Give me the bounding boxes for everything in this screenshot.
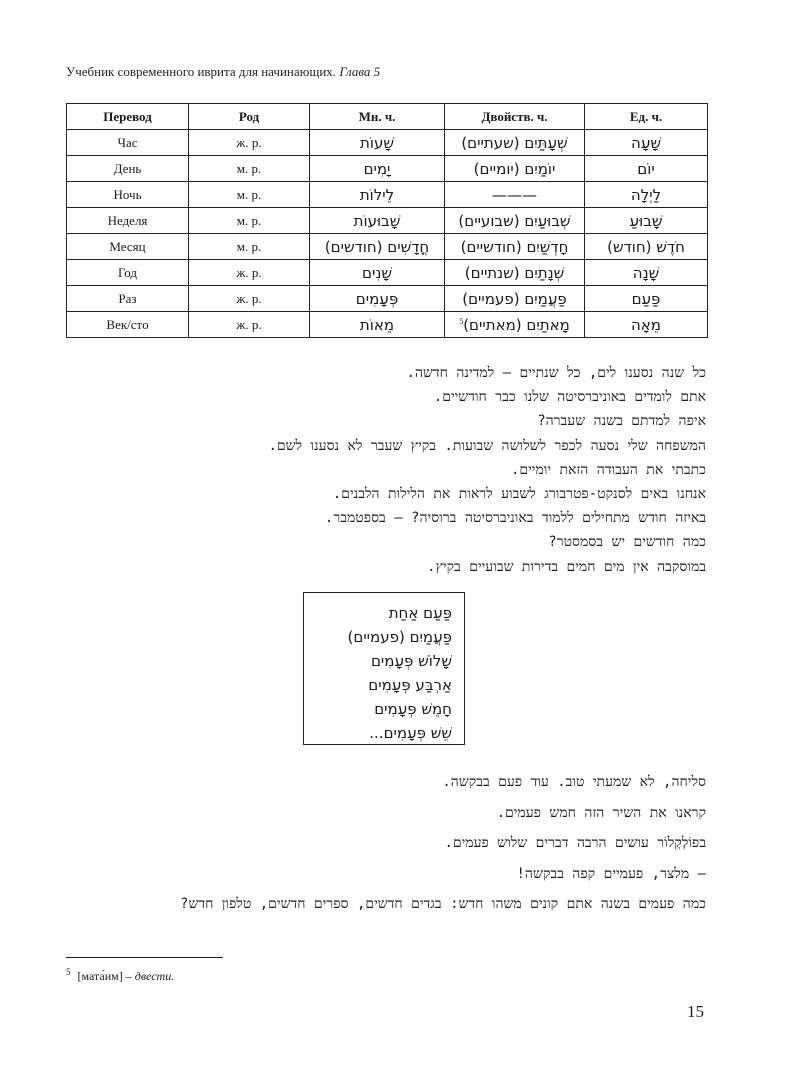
cell-plural: פְּעָמִים xyxy=(310,286,445,312)
table-row xyxy=(67,208,708,234)
cell-singular: פַּעַם xyxy=(585,286,708,312)
example-sentences xyxy=(66,361,706,579)
sentence: באיזה חודש מתחילים ללמוד באוניברסיטה ברוסיה? – בספטמבר. xyxy=(324,510,706,527)
cell-dual: שְׁעָתַּיִם (שעתיים) xyxy=(445,130,585,156)
sentence: כל שנה נסענו לים, כל שנתיים – למדינה חדשה. xyxy=(406,365,706,381)
sentence: – מלצר, פעמיים קפה בבקשה! xyxy=(516,865,706,882)
table-row xyxy=(67,182,708,208)
cell-singular: שָׁנָה xyxy=(585,260,708,286)
sentence: אתם לומדים באוניברסיטה שלנו כבר חודשיים. xyxy=(433,389,706,406)
header-gender: Род xyxy=(189,104,310,130)
table-row xyxy=(67,130,708,156)
footnote-transliteration: [мата́им] xyxy=(77,969,123,983)
sentence: אנחנו באים לסנקט-פטרבורג לשבוע לראות את הלילות הלבנים. xyxy=(332,485,706,502)
cell-singular: מֵאָה xyxy=(585,312,708,338)
cell-dual: ——— xyxy=(445,182,585,208)
sentence: איפה למדתם בשנה שעברה? xyxy=(537,413,706,430)
cell-translation: Час xyxy=(67,130,189,156)
sentence: כתבתי את העבודה הזאת יומיים. xyxy=(510,461,706,478)
cell-gender: ж. р. xyxy=(189,312,310,338)
cell-translation: Год xyxy=(67,260,189,286)
cell-translation: Раз xyxy=(67,286,189,312)
cell-gender: м. р. xyxy=(189,182,310,208)
cell-gender: м. р. xyxy=(189,208,310,234)
footnote-number: 5 xyxy=(66,967,71,977)
vocabulary-table xyxy=(66,103,708,338)
cell-dual: פַּעֲמַיִם (פעמיים) xyxy=(445,286,585,312)
page-number: 15 xyxy=(687,1002,704,1021)
book-title: Учебник современного иврита для начинающих. xyxy=(66,64,337,79)
sentence: במוסקבה אין מים חמים בדירות שבועיים בקיץ. xyxy=(427,558,706,575)
cell-singular: חֹדֶשׁ (חודש) xyxy=(585,234,708,260)
cell-singular: שָׁעָה xyxy=(585,130,708,156)
cell-gender: ж. р. xyxy=(189,260,310,286)
table-row xyxy=(67,312,708,338)
chapter-label: Глава 5 xyxy=(339,64,381,79)
sentence: המשפחה שלי נסעה לכפר לשלושה שבועות. בקיץ שעבר לא נסענו לשם. xyxy=(268,437,706,454)
cell-singular: שָׁבוּעַ xyxy=(585,208,708,234)
table-row xyxy=(67,156,708,182)
cell-dual: שְׁנָתַיִם (שנתיים) xyxy=(445,260,585,286)
table-row xyxy=(67,286,708,312)
cell-translation: Ночь xyxy=(67,182,189,208)
footnote-dash: – xyxy=(125,969,132,983)
cell-plural: שָׁעוֹת xyxy=(310,130,445,156)
cell-plural: שָׁבוּעוֹת xyxy=(310,208,445,234)
cell-singular: יוֹם xyxy=(585,156,708,182)
cell-gender: м. р. xyxy=(189,234,310,260)
footnote-divider xyxy=(66,957,223,958)
example-sentences-2 xyxy=(66,767,706,920)
times-line: אַרְבַּע פְּעָמִים xyxy=(368,676,452,694)
cell-plural: מֵאוֹת xyxy=(310,312,445,338)
header-translation: Перевод xyxy=(67,104,189,130)
times-line: שָׁלוֹשׁ פְּעָמִים xyxy=(370,652,452,670)
cell-dual: חָדְשַׁיִם (חודשיים) xyxy=(445,234,585,260)
footnote-translation: двести. xyxy=(134,969,175,983)
cell-gender: м. р. xyxy=(189,156,310,182)
sentence: כמה חודשים יש בסמסטר? xyxy=(548,534,706,551)
cell-gender: ж. р. xyxy=(189,130,310,156)
table-row xyxy=(67,260,708,286)
footnote-marker: 5 xyxy=(459,316,464,326)
running-header xyxy=(66,64,380,80)
sentence: כמה פעמים בשנה אתם קונים משהו חדש: בגדים חדשים, ספרים חדשים, טלפון חדש? xyxy=(180,896,706,912)
table-header-row xyxy=(67,104,708,130)
header-singular: Ед. ч. xyxy=(585,104,708,130)
cell-plural: שָׁנִים xyxy=(310,260,445,286)
cell-translation: Неделя xyxy=(67,208,189,234)
cell-plural: לֵילוֹת xyxy=(310,182,445,208)
footnote xyxy=(66,967,174,984)
cell-dual: שְׁבוּעַיִם (שבועיים) xyxy=(445,208,585,234)
times-line: חָמֵשׁ פְּעָמִים xyxy=(374,700,452,718)
times-line: שֵׁשׁ פְּעָמִים... xyxy=(369,724,452,742)
cell-plural: יָמִים xyxy=(310,156,445,182)
cell-singular: לַיְלָה xyxy=(585,182,708,208)
times-line: פַּעַם אַחַת xyxy=(388,604,452,622)
table-row xyxy=(67,234,708,260)
cell-gender: ж. р. xyxy=(189,286,310,312)
header-plural: Мн. ч. xyxy=(310,104,445,130)
header-dual: Двойств. ч. xyxy=(445,104,585,130)
cell-dual: יוֹמַיִם (יומיים) xyxy=(445,156,585,182)
times-box xyxy=(303,592,465,745)
cell-translation: Век/сто xyxy=(67,312,189,338)
sentence: בפוֹלְקְלוֹר עושים הרבה דברים שלוש פעמים. xyxy=(444,835,706,851)
dual-text: מָאתַיִם (מאתיים) xyxy=(463,315,570,334)
sentence: סליחה, לא שמעתי טוב. עוד פעם בבקשה. xyxy=(442,774,706,790)
cell-translation: Месяц xyxy=(67,234,189,260)
cell-dual xyxy=(445,312,585,338)
sentence: קראנו את השיר הזה חמש פעמים. xyxy=(496,804,706,821)
cell-plural: חֳדָשִׁים (חודשים) xyxy=(310,234,445,260)
times-line: פַּעֲמַיִם (פעמיים) xyxy=(347,628,452,646)
cell-translation: День xyxy=(67,156,189,182)
